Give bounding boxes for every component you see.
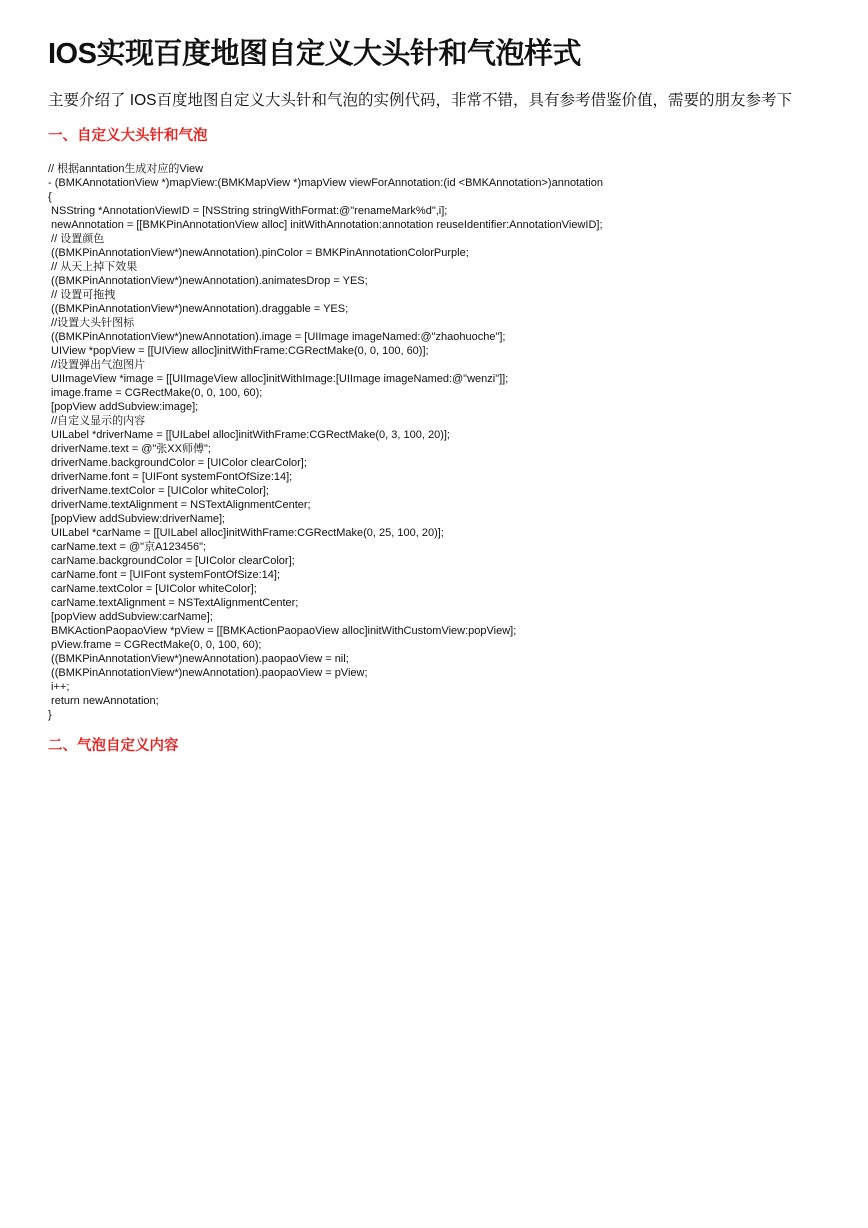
code-line: return newAnnotation; <box>48 695 159 707</box>
code-line: // 从天上掉下效果 <box>48 261 138 273</box>
document-page <box>48 36 848 756</box>
code-line: newAnnotation = [[BMKPinAnnotationView alloc] initWithAnnotation:annotation reuseIdentifier:AnnotationViewID]; <box>48 219 603 231</box>
code-line: ((BMKPinAnnotationView*)newAnnotation).paopaoView = pView; <box>48 667 368 679</box>
code-line: driverName.text = @"张XX师傅"; <box>48 443 211 455</box>
code-line: UIView *popView = [[UIView alloc]initWithFrame:CGRectMake(0, 0, 100, 60)]; <box>48 345 429 357</box>
code-line: // 设置颜色 <box>48 233 105 245</box>
code-line: [popView addSubview:image]; <box>48 401 199 413</box>
code-line: [popView addSubview:carName]; <box>48 611 213 623</box>
code-line: ((BMKPinAnnotationView*)newAnnotation).paopaoView = nil; <box>48 653 349 665</box>
code-line: carName.text = @"京A123456"; <box>48 541 207 553</box>
code-line: driverName.textColor = [UIColor whiteColor]; <box>48 485 269 497</box>
code-line: [popView addSubview:driverName]; <box>48 513 226 525</box>
code-line: BMKActionPaopaoView *pView = [[BMKActionPaopaoView alloc]initWithCustomView:popView]; <box>48 625 517 637</box>
code-line: //自定义显示的内容 <box>48 415 146 427</box>
code-line: { <box>48 191 52 203</box>
page-title: IOS实现百度地图自定义大头针和气泡样式 <box>48 38 581 70</box>
code-line: carName.textColor = [UIColor whiteColor]; <box>48 583 257 595</box>
code-line: carName.textAlignment = NSTextAlignmentCenter; <box>48 597 299 609</box>
code-line: UIImageView *image = [[UIImageView alloc]initWithImage:[UIImage imageNamed:@"wenzi"]]; <box>48 373 509 385</box>
code-line: pView.frame = CGRectMake(0, 0, 100, 60); <box>48 639 262 651</box>
code-line: i++; <box>48 681 70 693</box>
section-heading-custom-pin: 一、自定义大头针和气泡 <box>48 128 208 144</box>
article-summary: 主要介绍了 IOS百度地图自定义大头针和气泡的实例代码，非常不错，具有参考借鉴价值，需要的朋友参考下 <box>48 92 793 109</box>
code-line: // 设置可拖拽 <box>48 289 116 301</box>
code-line: carName.backgroundColor = [UIColor clearColor]; <box>48 555 295 567</box>
code-line: ((BMKPinAnnotationView*)newAnnotation).pinColor = BMKPinAnnotationColorPurple; <box>48 247 469 259</box>
code-line: UILabel *carName = [[UILabel alloc]initWithFrame:CGRectMake(0, 25, 100, 20)]; <box>48 527 444 539</box>
code-line: driverName.font = [UIFont systemFontOfSize:14]; <box>48 471 293 483</box>
code-line: // 根据anntation生成对应的View <box>48 163 204 175</box>
code-line: //设置弹出气泡图片 <box>48 359 146 371</box>
code-line: ((BMKPinAnnotationView*)newAnnotation).draggable = YES; <box>48 303 349 315</box>
code-line: ((BMKPinAnnotationView*)newAnnotation).animatesDrop = YES; <box>48 275 368 287</box>
code-line: - (BMKAnnotationView *)mapView:(BMKMapView *)mapView viewForAnnotation:(id <BMKAnnotation>)annotation <box>48 177 603 189</box>
code-line: ((BMKPinAnnotationView*)newAnnotation).image = [UIImage imageNamed:@"zhaohuoche"]; <box>48 331 506 343</box>
code-line: driverName.textAlignment = NSTextAlignmentCenter; <box>48 499 311 511</box>
code-line: driverName.backgroundColor = [UIColor clearColor]; <box>48 457 307 469</box>
code-line: //设置大头针图标 <box>48 317 135 329</box>
section-heading-bubble-content: 二、气泡自定义内容 <box>48 738 179 754</box>
code-line: carName.font = [UIFont systemFontOfSize:14]; <box>48 569 281 581</box>
code-line: image.frame = CGRectMake(0, 0, 100, 60); <box>48 387 263 399</box>
code-line: NSString *AnnotationViewID = [NSString stringWithFormat:@"renameMark%d",i]; <box>48 205 448 217</box>
code-line: UILabel *driverName = [[UILabel alloc]initWithFrame:CGRectMake(0, 3, 100, 20)]; <box>48 429 450 441</box>
code-line: } <box>48 709 52 721</box>
code-block <box>48 162 848 722</box>
